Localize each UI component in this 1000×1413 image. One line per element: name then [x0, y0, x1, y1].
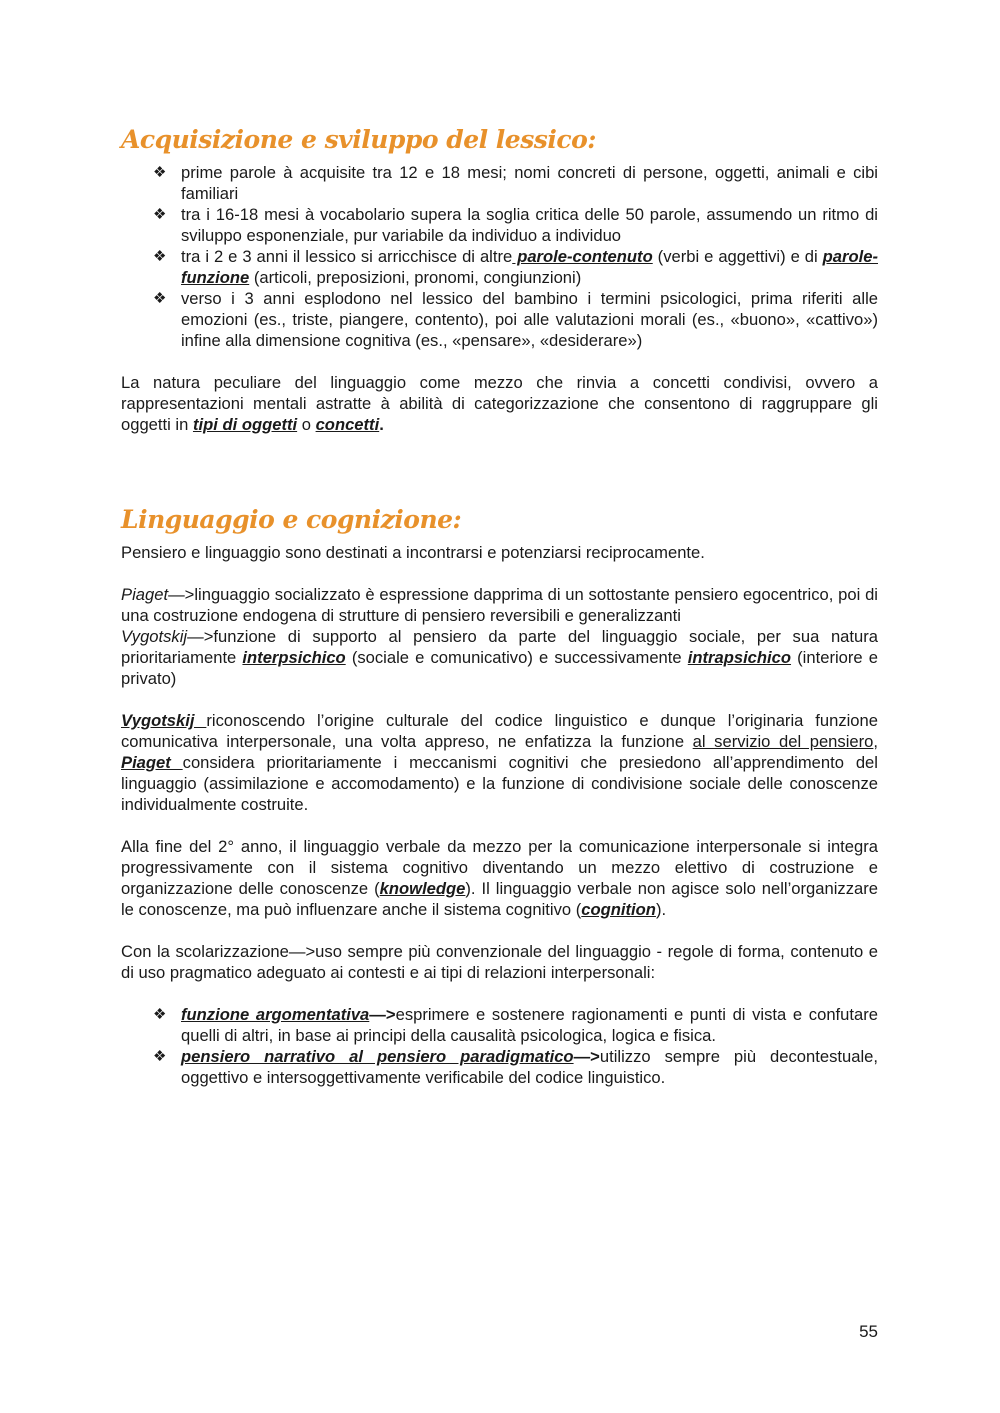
vygotskij-paragraph: Vygotskij—>funzione di supporto al pensiero da parte del linguaggio sociale, per sua natura prioritariamente interpsichico (sociale e comunicativo) e successivamente intrapsichico (interiore e privato): [121, 627, 878, 688]
natura-paragraph: La natura peculiare del linguaggio come mezzo che rinvia a concetti condivisi, ovvero a rappresentazioni mentali astratte à abilità di categorizzazione che consentono di raggruppare gli oggetti in tipi di oggetti o concetti.: [121, 373, 878, 434]
diamond-bullet-icon: ❖: [153, 290, 167, 307]
term-tipi-di-oggetti: tipi di oggetti: [192, 415, 298, 434]
list-item: ❖ funzione argomentativa—>esprimere e sostenere ragionamenti e punti di vista e confutare quelli di altri, in base ai principi della causalità psicologica, logica e fisica.: [153, 1005, 878, 1045]
cognizione-bullet-list: [121, 1004, 878, 1088]
page-number: 55: [859, 1322, 878, 1341]
term-intrapsichico: intrapsichico: [687, 648, 792, 667]
list-item: ❖ pensiero narrativo al pensiero paradigmatico—>utilizzo sempre più decontestuale, oggettivo e intersoggettivamente verificabile del codice linguistico.: [153, 1047, 878, 1087]
schooling-paragraph: Con la scolarizzazione—>uso sempre più convenzionale del linguaggio - regole di forma, contenuto e di uso pragmatico adeguato ai contesti e ai tipi di relazioni interpersonali:: [121, 942, 878, 982]
section-title-lessico: Acquisizione e sviluppo del lessico:: [121, 125, 596, 154]
diamond-bullet-icon: ❖: [153, 248, 167, 265]
term-pensiero-narrativo: pensiero narrativo al pensiero paradigmatico: [181, 1047, 574, 1066]
term-al-servizio-del-pensiero: al servizio del pensiero: [692, 732, 874, 751]
term-vygotskij: Vygotskij: [121, 711, 207, 730]
intro-paragraph: Pensiero e linguaggio sono destinati a incontrarsi e potenziarsi reciprocamente.: [121, 543, 705, 562]
list-item: ❖ verso i 3 anni esplodono nel lessico del bambino i termini psicologici, prima riferiti alle emozioni (es., triste, piangere, contento), poi alle valutazioni morali (es., «buono», «cattivo») infine alla dimensione cognitiva (es., «pensare», «desiderare»): [153, 289, 878, 350]
piaget-paragraph: Piaget—>linguaggio socializzato è espressione dapprima di un sottostante pensiero egocentrico, poi di una costruzione endogena di strutture di pensiero reversibili e generalizzanti: [121, 585, 878, 625]
term-funzione-argomentativa: funzione argomentativa: [181, 1005, 370, 1024]
diamond-bullet-icon: ❖: [153, 206, 167, 223]
term-cognition: cognition: [581, 900, 656, 919]
comparison-paragraph: Vygotskij riconoscendo l’origine culturale del codice linguistico e dunque l’originaria funzione comunicativa interpersonale, una volta appreso, ne enfatizza la funzione al servizio del pensiero, Piaget considera prioritariamente i meccanismi cognitivi che presiedono all’apprendimento del linguaggio (assimilazione e accomodamento) e la funzione di condivisione sociale delle conoscenze individualmente costruite.: [121, 711, 878, 814]
term-concetti: concetti: [315, 415, 380, 434]
lessico-bullet-list: [121, 162, 878, 351]
term-piaget: Piaget: [121, 753, 183, 772]
term-parole-contenuto: parole-contenuto: [512, 247, 653, 266]
list-item: ❖ tra i 16-18 mesi à vocabolario supera la soglia critica delle 50 parole, assumendo un ritmo di sviluppo esponenziale, pur variabile da individuo a individuo: [153, 205, 878, 245]
term-knowledge: knowledge: [379, 879, 466, 898]
page-content: [121, 118, 878, 1088]
term-parole-funzione: parole-funzione: [181, 247, 878, 287]
diamond-bullet-icon: ❖: [153, 1006, 167, 1023]
second-year-paragraph: Alla fine del 2° anno, il linguaggio verbale da mezzo per la comunicazione interpersonale si integra progressivamente con il sistema cognitivo diventando un mezzo elettivo di costruzione e organizzazione delle conoscenze (knowledge). Il linguaggio verbale non agisce solo nell’organizzare le conoscenze, ma può influenzare anche il sistema cognitivo (cognition).: [121, 837, 878, 919]
list-item: ❖ prime parole à acquisite tra 12 e 18 mesi; nomi concreti di persone, oggetti, animali e cibi familiari: [153, 163, 878, 203]
diamond-bullet-icon: ❖: [153, 1048, 167, 1065]
diamond-bullet-icon: ❖: [153, 164, 167, 181]
list-item: ❖ tra i 2 e 3 anni il lessico si arricchisce di altre parole-contenuto (verbi e aggettivi) e di parole-funzione (articoli, preposizioni, pronomi, congiunzioni): [153, 247, 878, 287]
term-interpsichico: interpsichico: [242, 648, 346, 667]
section-title-cognizione: Linguaggio e cognizione:: [121, 505, 462, 534]
